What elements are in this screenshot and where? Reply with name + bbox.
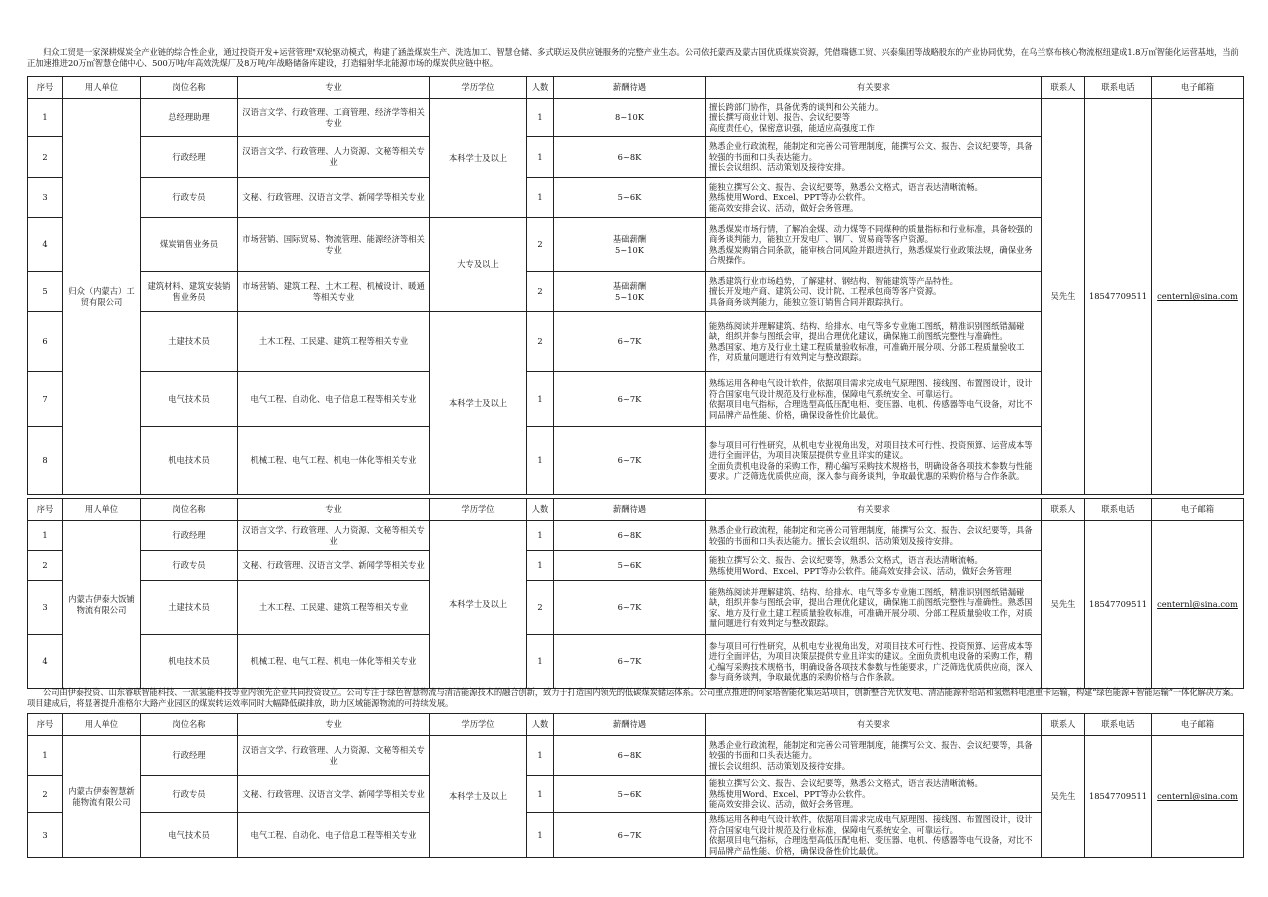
header-major: 专业 bbox=[238, 499, 430, 521]
header-salary: 薪酬待遇 bbox=[554, 714, 706, 736]
major: 汉语言文学、行政管理、人力资源、文秘等相关专业 bbox=[238, 137, 430, 178]
header-phone: 联系电话 bbox=[1085, 77, 1152, 99]
contact-person: 吴先生 bbox=[1042, 521, 1085, 689]
salary: 5~6K bbox=[554, 776, 706, 813]
major: 汉语言文学、行政管理、人力资源、文秘等相关专业 bbox=[238, 521, 430, 551]
header-requirements: 有关要求 bbox=[706, 77, 1042, 99]
major: 市场营销、国际贸易、物流管理、能源经济等相关专业 bbox=[238, 218, 430, 272]
row-no: 4 bbox=[28, 218, 63, 272]
headcount: 1 bbox=[527, 635, 554, 689]
header-email: 电子邮箱 bbox=[1152, 714, 1244, 736]
major: 机械工程、电气工程、机电一体化等相关专业 bbox=[238, 635, 430, 689]
contact-phone: 18547709511 bbox=[1085, 521, 1152, 689]
employer-name: 内蒙古伊泰大饭铺物流有限公司 bbox=[63, 521, 141, 689]
post-name: 电气技术员 bbox=[141, 372, 238, 427]
requirements: 熟悉企业行政流程，能制定和完善公司管理制度，能撰写公文、报告、会议纪要等，具备较强的书面和口头表达能力。 擅长会议组织、活动策划及接待安排。 bbox=[706, 736, 1042, 776]
education: 本科学士及以上 bbox=[430, 736, 527, 858]
post-name: 煤炭销售业务员 bbox=[141, 218, 238, 272]
row-no: 1 bbox=[28, 521, 63, 551]
major: 机械工程、电气工程、机电一体化等相关专业 bbox=[238, 427, 430, 495]
post-name: 行政经理 bbox=[141, 736, 238, 776]
requirements: 熟悉企业行政流程，能制定和完善公司管理制度，能撰写公文、报告、会议纪要等，具备较强的书面和口头表达能力。擅长会议组织、活动策划及接待安排。 bbox=[706, 521, 1042, 551]
salary: 基础薪酬 5~10K bbox=[554, 272, 706, 312]
contact-person: 吴先生 bbox=[1042, 736, 1085, 858]
header-count: 人数 bbox=[527, 714, 554, 736]
header-education: 学历学位 bbox=[430, 714, 527, 736]
post-name: 机电技术员 bbox=[141, 427, 238, 495]
header-contact: 联系人 bbox=[1042, 714, 1085, 736]
row-no: 7 bbox=[28, 372, 63, 427]
education: 本科学士及以上 bbox=[430, 99, 527, 218]
headcount: 1 bbox=[527, 776, 554, 813]
contact-email[interactable]: centernl@sina.com bbox=[1152, 99, 1244, 495]
header-row bbox=[28, 499, 1244, 521]
salary: 6~7K bbox=[554, 635, 706, 689]
requirements: 熟悉建筑行业市场趋势，了解建材、钢结构、智能建筑等产品特性。 擅长开发地产商、建筑公司、设计院、工程承包商等客户资源。 具备商务谈判能力，能独立签订销售合同并跟踪执行。 bbox=[706, 272, 1042, 312]
requirements: 熟练运用各种电气设计软件，依据项目需求完成电气原理图、接线图、布置图设计，设计符合国家电气设计规范及行业标准，保障电气系统安全、可靠运行。 依据项目电气指标，合理选型高低压配电柜、变压器、电机、传感器等电气设备，对比不同品牌产品性能、价格，确保设备性价比最优。 bbox=[706, 372, 1042, 427]
header-employer: 用人单位 bbox=[63, 499, 141, 521]
row-no: 1 bbox=[28, 99, 63, 137]
header-employer: 用人单位 bbox=[63, 714, 141, 736]
requirements: 能熟练阅读并理解建筑、结构、给排水、电气等多专业施工图纸，精准识别图纸错漏碰缺，组织并参与图纸会审，提出合理优化建议，确保施工前图纸完整性与准确性。 熟悉国家、地方及行业土建工程质量验收标准，可准确开展分项、分部工程质量验收工作，对质量问题进行有效判定与整改跟踪。 bbox=[706, 312, 1042, 372]
major: 土木工程、工民建、建筑工程等相关专业 bbox=[238, 312, 430, 372]
post-name: 总经理助理 bbox=[141, 99, 238, 137]
salary: 6~7K bbox=[554, 312, 706, 372]
company-intro-2: 公司由伊泰投资、山东睿联智能科技、一派氢能科技等业内领先企业共同投资设立。公司专注于绿色智慧物流与清洁能源技术的融合创新，致力于打造国内领先的低碳煤炭储运体系。公司重点推进的何家塔智能化集运站项目，创新整合光伏发电、清洁能源补给站和氢燃料电池重卡运输，构建“绿色能源+智能运输”一体化解决方案。项目建成后，将显著提升准格尔大路产业园区的煤炭转运效率同时大幅降低碳排放，助力区域能源物流的可持续发展。 bbox=[27, 687, 1239, 708]
jobs-table-3 bbox=[27, 713, 1244, 858]
contact-person: 吴先生 bbox=[1042, 99, 1085, 495]
headcount: 2 bbox=[527, 312, 554, 372]
major: 电气工程、自动化、电子信息工程等相关专业 bbox=[238, 813, 430, 858]
header-requirements: 有关要求 bbox=[706, 499, 1042, 521]
headcount: 1 bbox=[527, 551, 554, 581]
contact-phone: 18547709511 bbox=[1085, 736, 1152, 858]
company-intro-1: 归众工贸是一家深耕煤炭全产业链的综合性企业，通过投资开发+运营管理"双轮驱动模式，构建了涵盖煤炭生产、洗选加工、智慧仓储、多式联运及供应链服务的完整产业生态。公司依托蒙西及蒙古国优质煤炭资源，凭借瑞德工贸、兴泰集团等战略股东的产业协同优势，在乌兰察布核心物流枢纽建成1.8万㎡智能化运营基地，当前正加速推进20万㎡智慧仓储中心、500万吨/年高效洗煤厂及8万吨/年战略储备库建设，打造辐射华北能源市场的煤炭供应链中枢。 bbox=[27, 47, 1239, 68]
post-name: 机电技术员 bbox=[141, 635, 238, 689]
salary: 8~10K bbox=[554, 99, 706, 137]
major: 市场营销、建筑工程、土木工程、机械设计、暖通等相关专业 bbox=[238, 272, 430, 312]
requirements: 熟悉企业行政流程，能制定和完善公司管理制度，能撰写公文、报告、会议纪要等，具备较强的书面和口头表达能力。 擅长会议组织、活动策划及接待安排。 bbox=[706, 137, 1042, 178]
employer-name: 归众（内蒙古）工贸有限公司 bbox=[63, 99, 141, 495]
header-major: 专业 bbox=[238, 714, 430, 736]
post-name: 电气技术员 bbox=[141, 813, 238, 858]
post-name: 土建技术员 bbox=[141, 312, 238, 372]
contact-phone: 18547709511 bbox=[1085, 99, 1152, 495]
salary: 6~7K bbox=[554, 813, 706, 858]
header-count: 人数 bbox=[527, 77, 554, 99]
header-contact: 联系人 bbox=[1042, 77, 1085, 99]
row-no: 3 bbox=[28, 813, 63, 858]
major: 文秘、行政管理、汉语言文学、新闻学等相关专业 bbox=[238, 551, 430, 581]
salary: 5~6K bbox=[554, 178, 706, 218]
row-no: 6 bbox=[28, 312, 63, 372]
headcount: 1 bbox=[527, 813, 554, 858]
header-education: 学历学位 bbox=[430, 499, 527, 521]
salary: 基础薪酬 5~10K bbox=[554, 218, 706, 272]
headcount: 2 bbox=[527, 581, 554, 635]
post-name: 行政专员 bbox=[141, 776, 238, 813]
header-post: 岗位名称 bbox=[141, 714, 238, 736]
table-row bbox=[28, 99, 1244, 137]
requirements: 熟练运用各种电气设计软件，依据项目需求完成电气原理图、接线图、布置图设计，设计符合国家电气设计规范及行业标准，保障电气系统安全、可靠运行。 依据项目电气指标，合理选型高低压配电柜、变压器、电机、传感器等电气设备，对比不同品牌产品性能、价格，确保设备性价比最优。 bbox=[706, 813, 1042, 858]
requirements: 参与项目可行性研究，从机电专业视角出发，对项目技术可行性、投资预算、运营成本等进行全面评估，为项目决策层提供专业且详实的建议。全面负责机电设备的采购工作，精心编写采购技术规格书，明确设备各项技术参数与性能要求，广泛筛选优质供应商，深入参与商务谈判，争取最优惠的采购价格与合作条款。 bbox=[706, 635, 1042, 689]
requirements: 能独立撰写公文、报告、会议纪要等，熟悉公文格式，语言表达清晰流畅。 熟练使用Word、Excel、PPT等办公软件。 能高效安排会议、活动，做好会务管理。 bbox=[706, 178, 1042, 218]
requirements: 熟悉煤炭市场行情，了解冶金煤、动力煤等不同煤种的质量指标和行业标准，具备较强的商务谈判能力，能独立开发电厂、钢厂、贸易商等客户资源。 熟悉煤炭购销合同条款，能审核合同风险并跟进执行，熟悉煤炭行业政策法规，确保业务合规操作。 bbox=[706, 218, 1042, 272]
row-no: 5 bbox=[28, 272, 63, 312]
row-no: 4 bbox=[28, 635, 63, 689]
header-email: 电子邮箱 bbox=[1152, 499, 1244, 521]
post-name: 行政专员 bbox=[141, 551, 238, 581]
table-row bbox=[28, 521, 1244, 551]
headcount: 1 bbox=[527, 137, 554, 178]
headcount: 1 bbox=[527, 521, 554, 551]
row-no: 3 bbox=[28, 581, 63, 635]
employer-name: 内蒙古伊泰智慧新能物流有限公司 bbox=[63, 736, 141, 858]
salary: 6~8K bbox=[554, 137, 706, 178]
header-requirements: 有关要求 bbox=[706, 714, 1042, 736]
header-no: 序号 bbox=[28, 714, 63, 736]
major: 土木工程、工民建、建筑工程等相关专业 bbox=[238, 581, 430, 635]
header-row bbox=[28, 714, 1244, 736]
headcount: 1 bbox=[527, 178, 554, 218]
contact-email[interactable]: centernl@sina.com bbox=[1152, 521, 1244, 689]
salary: 5~6K bbox=[554, 551, 706, 581]
table-row bbox=[28, 736, 1244, 776]
header-education: 学历学位 bbox=[430, 77, 527, 99]
jobs-table-1 bbox=[27, 76, 1244, 495]
headcount: 1 bbox=[527, 427, 554, 495]
requirements: 擅长跨部门协作，具备优秀的谈判和公关能力。 擅长撰写商业计划、报告、会议纪要等 高度责任心，保密意识强，能适应高强度工作 bbox=[706, 99, 1042, 137]
requirements: 能熟练阅读并理解建筑、结构、给排水、电气等多专业施工图纸，精准识别图纸错漏碰缺，组织并参与图纸会审，提出合理优化建议，确保施工前图纸完整性与准确性。熟悉国家、地方及行业土建工程质量验收标准，可准确开展分项、分部工程质量验收工作，对质量问题进行有效判定与整改跟踪。 bbox=[706, 581, 1042, 635]
education: 本科学士及以上 bbox=[430, 312, 527, 495]
headcount: 2 bbox=[527, 272, 554, 312]
header-no: 序号 bbox=[28, 499, 63, 521]
row-no: 1 bbox=[28, 736, 63, 776]
headcount: 1 bbox=[527, 372, 554, 427]
salary: 6~8K bbox=[554, 521, 706, 551]
salary: 6~7K bbox=[554, 427, 706, 495]
header-phone: 联系电话 bbox=[1085, 499, 1152, 521]
major: 文秘、行政管理、汉语言文学、新闻学等相关专业 bbox=[238, 178, 430, 218]
requirements: 参与项目可行性研究，从机电专业视角出发，对项目技术可行性、投资预算、运营成本等进行全面评估，为项目决策层提供专业且详实的建议。 全面负责机电设备的采购工作，精心编写采购技术规格书，明确设备各项技术参数与性能要求。广泛筛选优质供应商，深入参与商务谈判，争取最优惠的采购价格与合作条款。 bbox=[706, 427, 1042, 495]
major: 文秘、行政管理、汉语言文学、新闻学等相关专业 bbox=[238, 776, 430, 813]
header-email: 电子邮箱 bbox=[1152, 77, 1244, 99]
header-no: 序号 bbox=[28, 77, 63, 99]
header-employer: 用人单位 bbox=[63, 77, 141, 99]
row-no: 8 bbox=[28, 427, 63, 495]
major: 汉语言文学、行政管理、人力资源、文秘等相关专业 bbox=[238, 736, 430, 776]
requirements: 能独立撰写公文、报告、会议纪要等，熟悉公文格式，语言表达清晰流畅。 熟练使用Word、Excel、PPT等办公软件。能高效安排会议、活动，做好会务管理 bbox=[706, 551, 1042, 581]
headcount: 2 bbox=[527, 218, 554, 272]
header-contact: 联系人 bbox=[1042, 499, 1085, 521]
row-no: 2 bbox=[28, 137, 63, 178]
requirements: 能独立撰写公文、报告、会议纪要等，熟悉公文格式，语言表达清晰流畅。 熟练使用Word、Excel、PPT等办公软件。 能高效安排会议、活动，做好会务管理。 bbox=[706, 776, 1042, 813]
post-name: 行政专员 bbox=[141, 178, 238, 218]
post-name: 行政经理 bbox=[141, 521, 238, 551]
row-no: 2 bbox=[28, 551, 63, 581]
header-post: 岗位名称 bbox=[141, 77, 238, 99]
major: 汉语言文学、行政管理、工商管理、经济学等相关专业 bbox=[238, 99, 430, 137]
contact-email[interactable]: centernl@sina.com bbox=[1152, 736, 1244, 858]
header-major: 专业 bbox=[238, 77, 430, 99]
major: 电气工程、自动化、电子信息工程等相关专业 bbox=[238, 372, 430, 427]
header-phone: 联系电话 bbox=[1085, 714, 1152, 736]
header-salary: 薪酬待遇 bbox=[554, 77, 706, 99]
header-row bbox=[28, 77, 1244, 99]
salary: 6~7K bbox=[554, 372, 706, 427]
salary: 6~7K bbox=[554, 581, 706, 635]
header-count: 人数 bbox=[527, 499, 554, 521]
header-post: 岗位名称 bbox=[141, 499, 238, 521]
education: 大专及以上 bbox=[430, 218, 527, 312]
jobs-table-2 bbox=[27, 498, 1244, 689]
headcount: 1 bbox=[527, 99, 554, 137]
header-salary: 薪酬待遇 bbox=[554, 499, 706, 521]
post-name: 建筑材料、建筑安装销售业务员 bbox=[141, 272, 238, 312]
education: 本科学士及以上 bbox=[430, 521, 527, 689]
headcount: 1 bbox=[527, 736, 554, 776]
post-name: 行政经理 bbox=[141, 137, 238, 178]
row-no: 2 bbox=[28, 776, 63, 813]
salary: 6~8K bbox=[554, 736, 706, 776]
post-name: 土建技术员 bbox=[141, 581, 238, 635]
row-no: 3 bbox=[28, 178, 63, 218]
